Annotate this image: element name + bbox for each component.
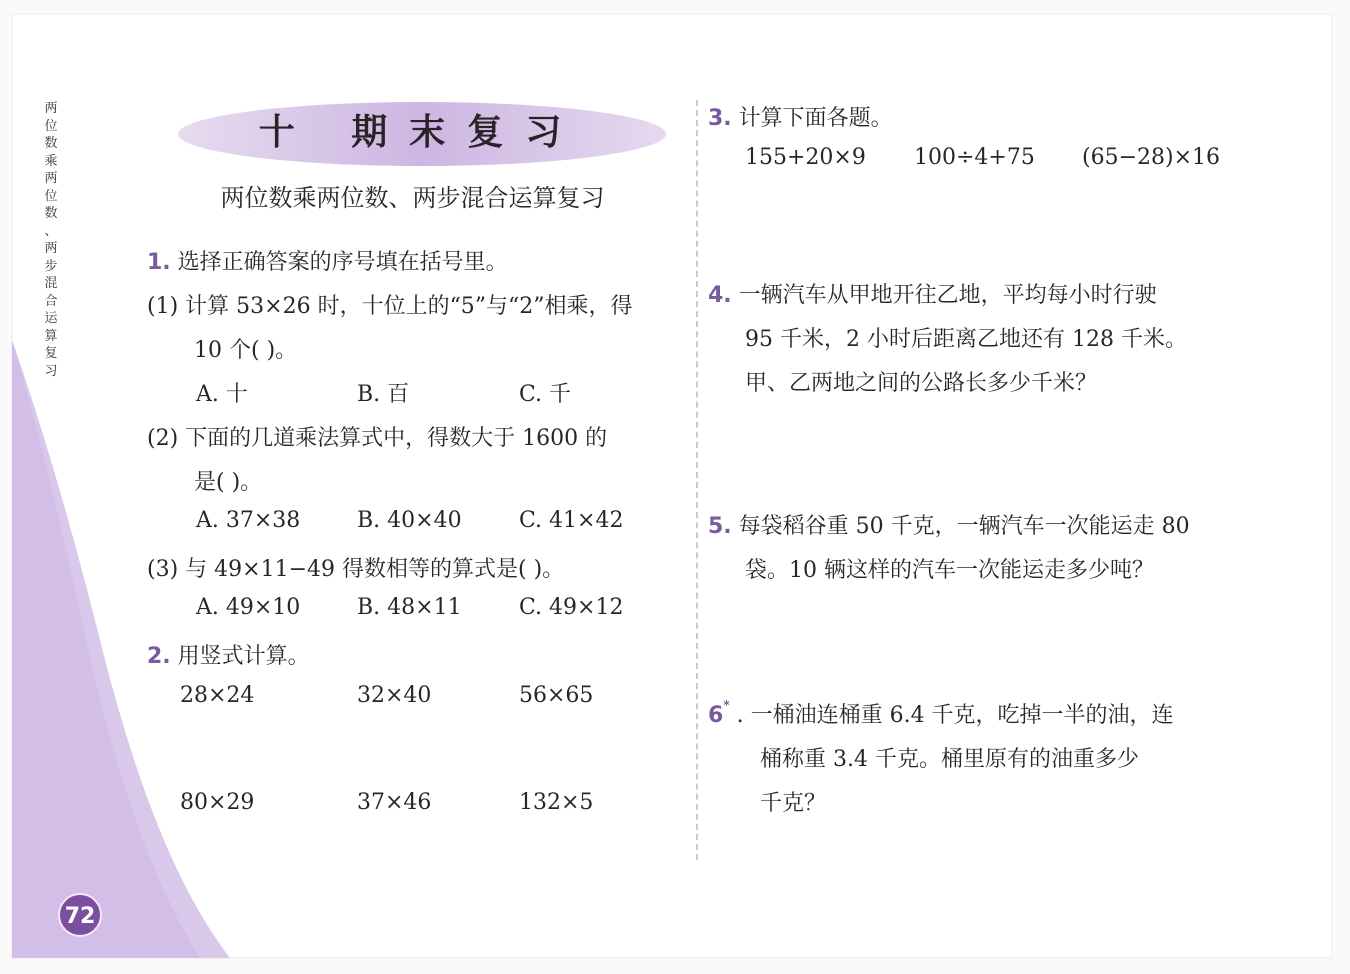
question-1 xyxy=(147,245,508,276)
page-number: 72 xyxy=(58,893,102,937)
side-title: 两 位 数 乘 两 位 数 、 两 步 混 合 运 算 复 习 xyxy=(44,101,58,379)
column-divider xyxy=(696,100,698,860)
calc-item: 155+20×9 xyxy=(745,145,866,170)
calc-item: 56×65 xyxy=(519,683,594,708)
q1-part2-line2: 是( )。 xyxy=(194,470,263,495)
question-text-line: 每袋稻谷重 50 千克，一辆汽车一次能运走 80 xyxy=(738,514,1190,539)
question-number: 2. xyxy=(147,644,171,669)
q1-part1-line2: 10 个( )。 xyxy=(194,338,298,363)
question-text-line: 桶称重 3.4 千克。桶里原有的油重多少 xyxy=(760,747,1139,772)
calc-item: 80×29 xyxy=(180,790,255,815)
question-text-line: 95 千米，2 小时后距离乙地还有 128 千米。 xyxy=(745,327,1187,352)
option-b: B. 百 xyxy=(357,382,410,407)
calc-item: 32×40 xyxy=(357,683,432,708)
question-6 xyxy=(708,698,1174,729)
option-b: B. 40×40 xyxy=(357,508,462,533)
option-a: A. 49×10 xyxy=(196,595,301,620)
calc-item: 100÷4+75 xyxy=(914,145,1035,170)
question-number: 6 xyxy=(708,703,724,728)
unit-title: 十 期末复习 xyxy=(258,111,584,153)
question-number: 5. xyxy=(708,514,732,539)
calc-item: 37×46 xyxy=(357,790,432,815)
q1-part3-line1: (3) 与 49×11−49 得数相等的算式是( )。 xyxy=(147,557,565,582)
question-3 xyxy=(708,101,893,132)
section-subtitle: 两位数乘两位数、两步混合运算复习 xyxy=(220,184,605,212)
question-text: 用竖式计算。 xyxy=(177,644,310,669)
option-a: A. 十 xyxy=(196,382,248,407)
calc-item: 28×24 xyxy=(180,683,255,708)
question-text-line: 袋。10 辆这样的汽车一次能运走多少吨？ xyxy=(745,558,1154,583)
question-text-line: 甲、乙两地之间的公路长多少千米？ xyxy=(745,371,1098,396)
calc-item: (65−28)×16 xyxy=(1082,145,1221,170)
option-b: B. 48×11 xyxy=(357,595,462,620)
question-text-line: 千克？ xyxy=(760,791,827,816)
calc-item: 132×5 xyxy=(519,790,594,815)
question-5 xyxy=(708,509,1190,540)
question-number: 1. xyxy=(147,250,171,275)
question-2 xyxy=(147,639,310,670)
challenge-star: * xyxy=(723,698,730,712)
question-text-line: . 一桶油连桶重 6.4 千克，吃掉一半的油，连 xyxy=(736,703,1174,728)
option-a: A. 37×38 xyxy=(196,508,301,533)
option-c: C. 41×42 xyxy=(519,508,624,533)
q1-part2-line1: (2) 下面的几道乘法算式中，得数大于 1600 的 xyxy=(147,426,608,451)
question-4 xyxy=(708,278,1157,309)
q1-part1-line1: (1) 计算 53×26 时，十位上的“5”与“2”相乘，得 xyxy=(147,294,633,319)
question-number: 4. xyxy=(708,283,732,308)
question-number: 3. xyxy=(708,106,732,131)
option-c: C. 千 xyxy=(519,382,572,407)
question-text-line: 一辆汽车从甲地开往乙地，平均每小时行驶 xyxy=(738,283,1157,308)
question-text: 计算下面各题。 xyxy=(738,106,893,131)
question-text: 选择正确答案的序号填在括号里。 xyxy=(177,250,508,275)
option-c: C. 49×12 xyxy=(519,595,624,620)
